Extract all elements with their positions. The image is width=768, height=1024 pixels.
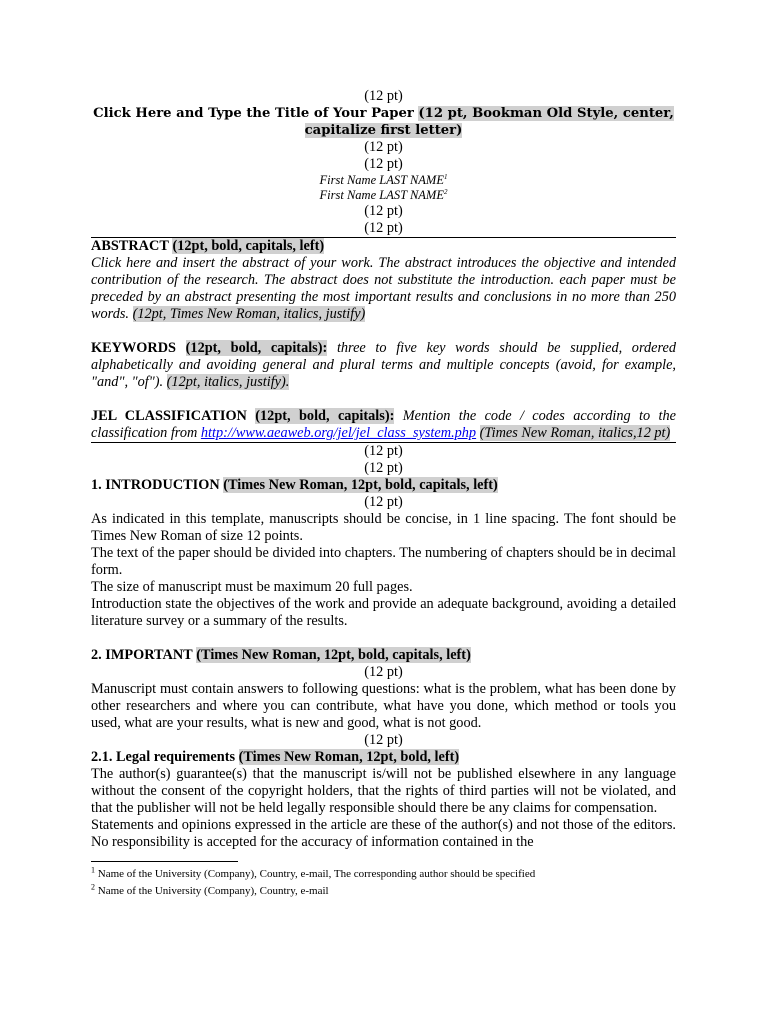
important-hint: (Times New Roman, 12pt, bold, capitals, left) bbox=[196, 647, 471, 663]
blank-line bbox=[91, 323, 676, 340]
legal-hint: (Times New Roman, 12pt, bold, left) bbox=[238, 749, 460, 765]
paper-title-text: Click Here and Type the Title of Your Paper bbox=[93, 106, 414, 121]
abstract-text[interactable] bbox=[91, 255, 676, 323]
paper-title-hint: (12 pt, Bookman Old Style, center, capitalize first letter) bbox=[304, 106, 674, 138]
abstract-hint: (12pt, bold, capitals, left) bbox=[172, 238, 325, 254]
keywords-text-hint: (12pt, italics, justify). bbox=[166, 374, 290, 390]
introduction-title: 1. INTRODUCTION bbox=[91, 477, 220, 493]
spacing-marker: (12 pt) bbox=[364, 139, 403, 155]
jel-classification-link[interactable]: http://www.aeaweb.org/jel/jel_class_system.php bbox=[200, 425, 477, 441]
footnote-1-text: Name of the University (Company), Country, e-mail, The corresponding author should be specified bbox=[97, 868, 536, 880]
author-2-name: First Name LAST NAME bbox=[319, 188, 444, 202]
blank-line bbox=[91, 391, 676, 408]
author-1-sup: 1 bbox=[443, 172, 448, 181]
important-title: 2. IMPORTANT bbox=[91, 647, 193, 663]
blank-line bbox=[91, 630, 676, 647]
legal-title: 2.1. Legal requirements bbox=[91, 749, 236, 765]
abstract-body: Click here and insert the abstract of your work. The abstract introduces the objective and intended contribution of the research. The abstract does not substitute the introduction. each paper must be preceded by an abstract presenting the most important results and conclusions in no more than 250 words. bbox=[91, 255, 676, 322]
footnote-separator bbox=[91, 861, 238, 862]
abstract-label: ABSTRACT bbox=[91, 238, 169, 254]
introduction-heading bbox=[91, 477, 676, 494]
footnote-2 bbox=[91, 883, 676, 900]
spacing-marker: (12 pt) bbox=[364, 460, 403, 476]
introduction-paragraph[interactable]: The size of manuscript must be maximum 20 full pages. bbox=[91, 579, 413, 595]
spacing-marker: (12 pt) bbox=[364, 732, 403, 748]
footnote-1 bbox=[91, 866, 676, 883]
keywords-text: three to five key words should be supplied, ordered alphabetically and avoiding general and plural terms and multiple concepts (avoid, for example, "and", "of"). bbox=[91, 340, 677, 390]
author-2-sup: 2 bbox=[443, 187, 448, 196]
jel-label: JEL CLASSIFICATION bbox=[91, 408, 247, 424]
spacing-marker: (12 pt) bbox=[364, 88, 403, 104]
legal-heading bbox=[91, 749, 676, 766]
footnote-2-number: 2 bbox=[91, 882, 95, 892]
page-content bbox=[91, 88, 676, 900]
spacing-marker: (12 pt) bbox=[364, 220, 403, 236]
introduction-paragraph[interactable]: As indicated in this template, manuscripts should be concise, in 1 line spacing. The font should be Times New Roman of size 12 points. bbox=[91, 511, 676, 544]
legal-paragraph[interactable]: The author(s) guarantee(s) that the manuscript is/will not be published elsewhere in any language without the consent of the copyright holders, that the rights of third parties will not be violated, and that the publisher will not be held legally responsible should there be any claims for compensation. bbox=[91, 766, 676, 816]
jel-text: Mention the code / codes according to the classification from bbox=[91, 408, 676, 441]
author-1-name: First Name LAST NAME bbox=[319, 173, 444, 187]
footnote-1-number: 1 bbox=[91, 865, 95, 875]
important-heading bbox=[91, 647, 676, 664]
abstract-text-hint: (12pt, Times New Roman, italics, justify) bbox=[132, 306, 366, 322]
jel-paragraph[interactable] bbox=[91, 408, 676, 442]
introduction-paragraph[interactable]: The text of the paper should be divided into chapters. The numbering of chapters should be in decimal form. bbox=[91, 545, 676, 578]
spacing-marker: (12 pt) bbox=[364, 443, 403, 459]
author-1[interactable] bbox=[91, 173, 676, 188]
keywords-paragraph[interactable] bbox=[91, 340, 676, 391]
introduction-hint: (Times New Roman, 12pt, bold, capitals, left) bbox=[223, 477, 498, 493]
keywords-hint: (12pt, bold, capitals): bbox=[185, 340, 328, 356]
paper-title[interactable] bbox=[91, 105, 676, 139]
legal-paragraph[interactable]: Statements and opinions expressed in the article are these of the author(s) and not those of the editors. No responsibility is accepted for the accuracy of information contained in the bbox=[91, 817, 676, 850]
spacing-marker: (12 pt) bbox=[364, 203, 403, 219]
footnote-2-text: Name of the University (Company), Country, e-mail bbox=[97, 885, 329, 897]
introduction-paragraph[interactable]: Introduction state the objectives of the work and provide an adequate background, avoiding a detailed literature survey or a summary of the results. bbox=[91, 596, 676, 629]
spacing-marker: (12 pt) bbox=[364, 664, 403, 680]
jel-text-hint: (Times New Roman, italics,12 pt) bbox=[479, 425, 671, 441]
abstract-heading bbox=[91, 238, 676, 255]
author-2[interactable] bbox=[91, 188, 676, 203]
spacing-marker: (12 pt) bbox=[364, 494, 403, 510]
keywords-label: KEYWORDS bbox=[91, 340, 176, 356]
important-paragraph[interactable]: Manuscript must contain answers to following questions: what is the problem, what has been done by other researchers and where you can contribute, what have you done, which method or tools you used, what are your results, what is new and good, what is not good. bbox=[91, 681, 676, 731]
spacing-marker: (12 pt) bbox=[364, 156, 403, 172]
jel-hint: (12pt, bold, capitals): bbox=[255, 408, 395, 424]
